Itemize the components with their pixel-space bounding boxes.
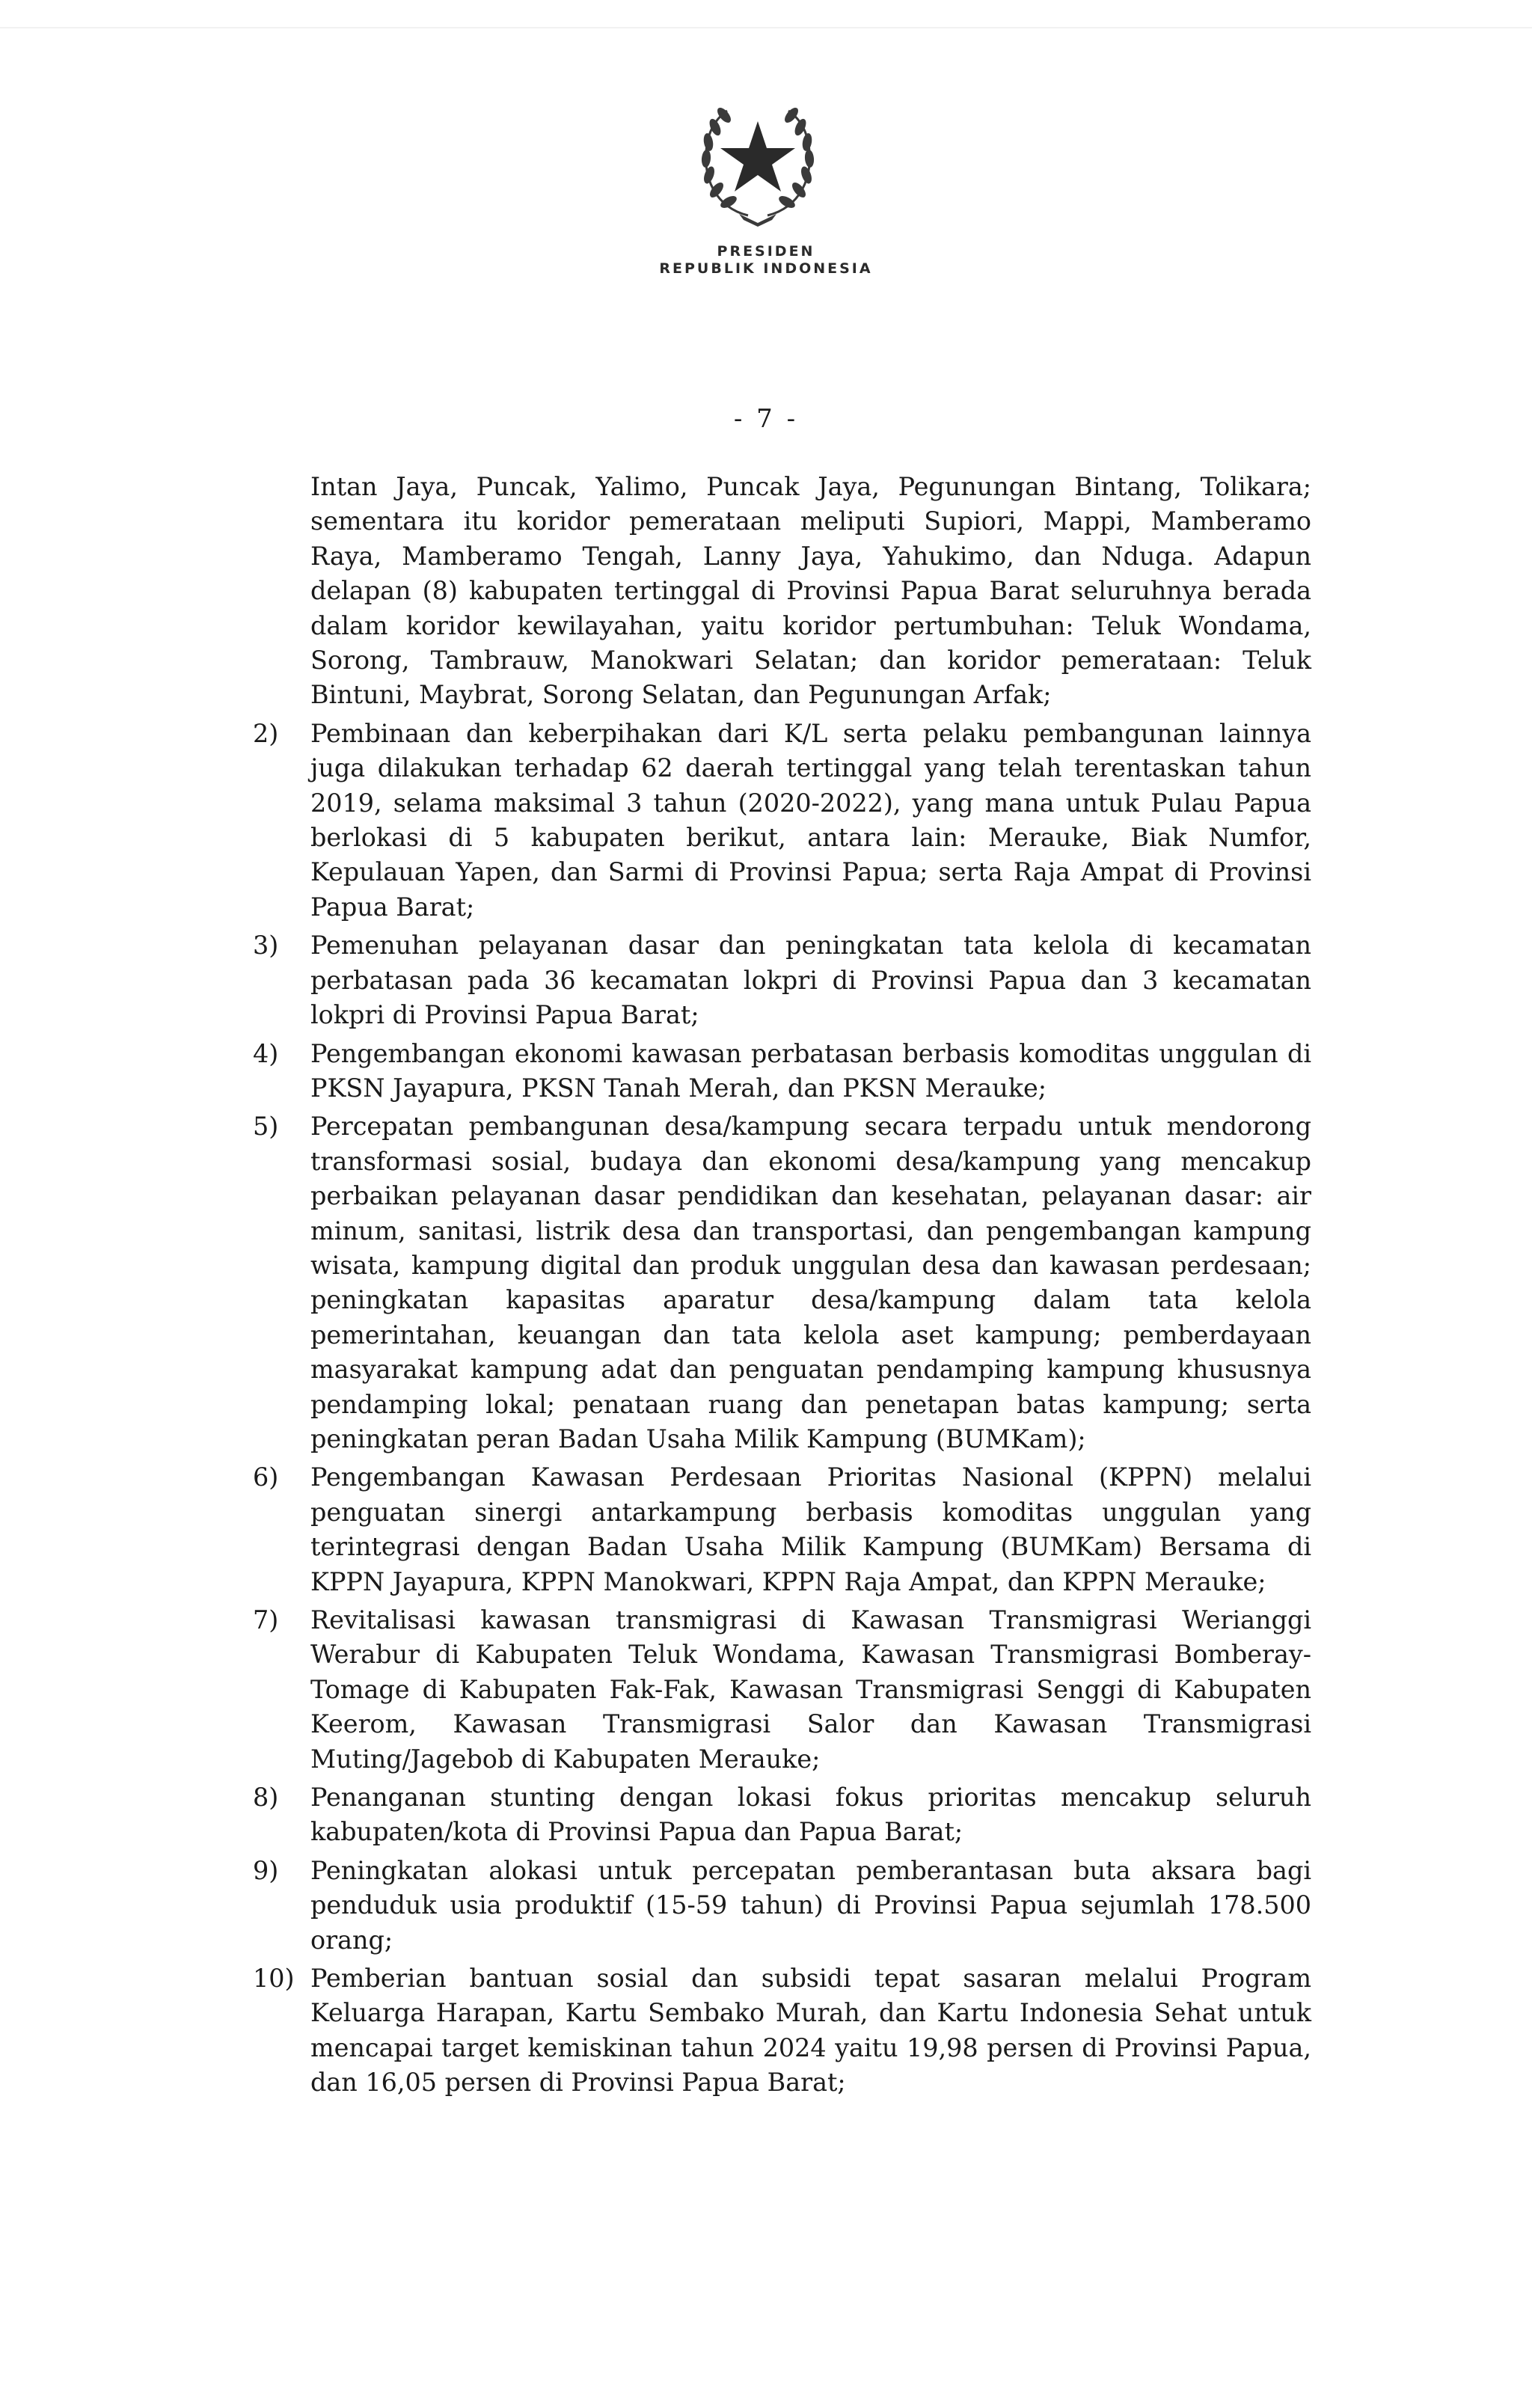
list-item-number: 9) [253,1855,279,1885]
list-item-text: Percepatan pembangunan desa/kampung secara terpadu untuk mendorong transformasi sosial, budaya dan ekonomi desa/kampung yang mencakup perbaikan pelayanan dasar pendidikan dan kesehatan, pelayanan dasar: air minum, sanitasi, listrik desa dan transportasi, dan pengembangan kampung wisata, kampung digital dan produk unggulan desa dan kawasan perdesaan; peningkatan kapasitas aparatur desa/kampung dalam tata kelola pemerintahan, keuangan dan tata kelola aset kampung; pemberdayaan masyarakat kampung adat dan penguatan pendamping kampung khususnya pendamping lokal; penataan ruang dan penetapan batas kampung; serta peningkatan peran Badan Usaha Milik Kampung (BUMKam); [310,1112,1311,1453]
header-line-republik: REPUBLIK INDONESIA [659,260,873,277]
list-item [253,928,1311,1032]
list-item-text: Peningkatan alokasi untuk percepatan pemberantasan buta aksara bagi penduduk usia produktif (15-59 tahun) di Provinsi Papua sejumlah 178.500 orang; [310,1855,1311,1955]
top-rule [0,27,1532,28]
list-item [253,1854,1311,1958]
list-item-text: Pengembangan ekonomi kawasan perbatasan berbasis komoditas unggulan di PKSN Jayapura, PKSN Tanah Merah, dan PKSN Merauke; [310,1038,1311,1103]
list-item [253,1037,1311,1106]
intro-paragraph [253,470,1311,713]
list-item-number: 3) [253,931,279,961]
list-item-number: 4) [253,1038,279,1068]
list-item-text: Pengembangan Kawasan Perdesaan Prioritas Nasional (KPPN) melalui penguatan sinergi antarkampung berbasis komoditas unggulan yang terintegrasi dengan Badan Usaha Milik Kampung (BUMKam) Bersama di KPPN Jayapura, KPPN Manokwari, KPPN Raja Ampat, dan KPPN Merauke; [310,1462,1311,1596]
list-item [253,1961,1311,2101]
list-item-number: 7) [253,1605,279,1635]
list-item-number: 5) [253,1112,279,1142]
list-item-text: Pemenuhan pelayanan dasar dan peningkatan tata kelola di kecamatan perbatasan pada 36 kecamatan lokpri di Provinsi Papua dan 3 kecamatan lokpri di Provinsi Papua Barat; [310,931,1311,1030]
list-item-number: 8) [253,1783,279,1813]
list-item-text: Pembinaan dan keberpihakan dari K/L serta pelaku pembangunan lainnya juga dilakukan terhadap 62 daerah tertinggal yang telah terentaskan tahun 2019, selama maksimal 3 tahun (2020-2022), yang mana untuk Pulau Papua berlokasi di 5 kabupaten berikut, antara lain: Merauke, Biak Numfor, Kepulauan Yapen, dan Sarmi di Provinsi Papua; serta Raja Ampat di Provinsi Papua Barat; [310,718,1311,922]
garuda-star-wreath-emblem-icon [694,96,821,227]
list-item [253,717,1311,925]
list-item-number: 10) [253,1964,295,1994]
list-item-text: Pemberian bantuan sosial dan subsidi tepat sasaran melalui Program Keluarga Harapan, Kartu Sembako Murah, dan Kartu Indonesia Sehat untuk mencapai target kemiskinan tahun 2024 yaitu 19,98 persen di Provinsi Papua, dan 16,05 persen di Provinsi Papua Barat; [310,1964,1311,2098]
header-title [0,243,1532,278]
list-item-text: Revitalisasi kawasan transmigrasi di Kawasan Transmigrasi Werianggi Werabur di Kabupaten Teluk Wondama, Kawasan Transmigrasi Bomberay-Tomage di Kabupaten Fak-Fak, Kawasan Transmigrasi Senggi di Kabupaten Keerom, Kawasan Transmigrasi Salor dan Kawasan Transmigrasi Muting/Jagebob di Kabupaten Merauke; [310,1605,1311,1774]
list-item [253,1460,1311,1599]
intro-paragraph-text: Intan Jaya, Puncak, Yalimo, Puncak Jaya, Pegunungan Bintang, Tolikara; sementara itu koridor pemerataan meliputi Supiori, Mappi, Mamberamo Raya, Mamberamo Tengah, Lanny Jaya, Yahukimo, dan Nduga. Adapun delapan (8) kabupaten tertinggal di Provinsi Papua Barat seluruhnya berada dalam koridor kewilayahan, yaitu koridor pertumbuhan: Teluk Wondama, Sorong, Tambrauw, Manokwari Selatan; dan koridor pemerataan: Teluk Bintuni, Maybrat, Sorong Selatan, dan Pegunungan Arfak; [310,472,1311,710]
list-item [253,1109,1311,1456]
list-item [253,1603,1311,1777]
list-item-number: 6) [253,1462,279,1492]
list-item-number: 2) [253,718,279,748]
list-item [253,1780,1311,1850]
list-item-text: Penanganan stunting dengan lokasi fokus prioritas mencakup seluruh kabupaten/kota di Provinsi Papua dan Papua Barat; [310,1783,1311,1847]
document-body [253,470,1311,2104]
page-number: - 7 - [733,404,799,434]
header-line-presiden: PRESIDEN [717,243,815,260]
